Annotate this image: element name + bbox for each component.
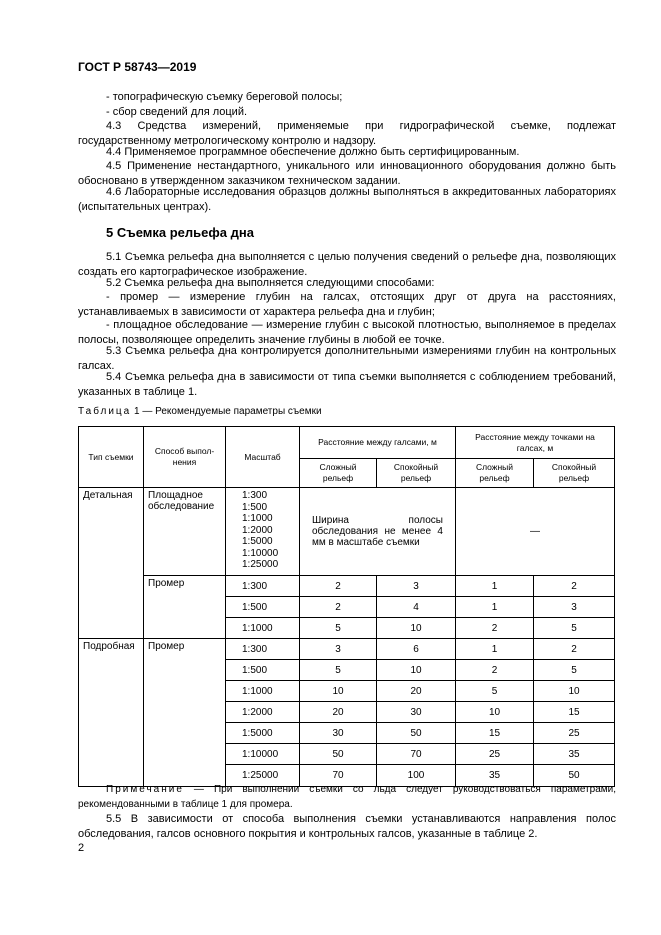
value-cell: 35: [456, 765, 534, 787]
value-cell: 10: [377, 660, 456, 681]
value-cell: 10: [300, 681, 377, 702]
paragraph-4-3: 4.3 Средства измерений, применяемые при гидрографической съемке, подлежат государственному метрологическому контролю и надзору.: [78, 120, 616, 147]
value-cell: 5: [534, 660, 615, 681]
type-cell: Подробная: [79, 639, 144, 787]
paragraph-5-3: 5.3 Съемка рельефа дна контролируется дополнительными измерениями глубин на контрольных галсах.: [78, 345, 616, 372]
paragraph-5-1: 5.1 Съемка рельефа дна выполняется с целью получения сведений о рельефе дна, позволяющих создать его картографическое изображение.: [78, 251, 616, 278]
paragraph-5-5: 5.5 В зависимости от способа выполнения съемки устанавливаются направления полос обследования, галсов основного покрытия и контрольных галсов, указанные в таблице 2.: [78, 813, 616, 840]
paragraph-5-2: 5.2 Съемка рельефа дна выполняется следующими способами:: [106, 277, 435, 289]
value-cell: 30: [377, 702, 456, 723]
scale-cell: 1:5000: [226, 723, 300, 744]
paragraph-4-6: 4.6 Лабораторные исследования образцов должны выполняться в аккредитованных лабораториях (испытательных центрах).: [78, 186, 616, 213]
header-method: Способ выпол-нения: [144, 427, 226, 488]
value-cell: 4: [377, 597, 456, 618]
value-cell: 50: [300, 744, 377, 765]
value-cell: 20: [377, 681, 456, 702]
value-cell: 10: [534, 681, 615, 702]
value-cell: 2: [456, 618, 534, 639]
parameters-table: [78, 426, 615, 787]
value-cell: 5: [300, 660, 377, 681]
document-header: ГОСТ Р 58743—2019: [78, 60, 197, 74]
value-cell: 20: [300, 702, 377, 723]
header-complex-relief: Сложный рельеф: [300, 459, 377, 488]
value-cell: 25: [534, 723, 615, 744]
value-cell: 70: [377, 744, 456, 765]
list-item: - промер — измерение глубин на галсах, отстоящих друг от друга на расстояниях, устанавливаемых в зависимости от характера рельефа дна и глубин;: [78, 291, 616, 318]
value-cell: 15: [456, 723, 534, 744]
type-cell: Детальная: [79, 488, 144, 639]
scale-cell: 1:1000: [226, 681, 300, 702]
value-cell: 2: [456, 660, 534, 681]
table-caption-text: 1 — Рекомендуемые параметры съемки: [131, 406, 322, 417]
header-calm-relief: Спокойный рельеф: [534, 459, 615, 488]
value-cell: 100: [377, 765, 456, 787]
value-cell: 5: [534, 618, 615, 639]
value-cell: 2: [300, 597, 377, 618]
method-cell: Промер: [144, 639, 226, 787]
scale-cell: 1:500: [226, 597, 300, 618]
scale-cell: 1:10000: [226, 744, 300, 765]
scale-cell: 1:300: [226, 576, 300, 597]
value-cell: 15: [534, 702, 615, 723]
value-cell: 3: [377, 576, 456, 597]
value-cell: 10: [377, 618, 456, 639]
note-text: — При выполнении съемки со льда следует руководствоваться параметрами, рекомендованными в таблице 1 для промера.: [78, 784, 616, 810]
value-cell: 1: [456, 639, 534, 660]
area-width-cell: Ширина полосы обследования не менее 4 мм в масштабе съемки: [300, 488, 456, 576]
table-note: [78, 782, 616, 812]
value-cell: 10: [456, 702, 534, 723]
value-cell: 3: [534, 597, 615, 618]
list-item: - топографическую съемку береговой полосы;: [106, 91, 343, 103]
scale-cell: 1:500: [226, 660, 300, 681]
not-applicable-cell: —: [456, 488, 615, 576]
value-cell: 1: [456, 576, 534, 597]
value-cell: 25: [456, 744, 534, 765]
header-type: Тип съемки: [79, 427, 144, 488]
value-cell: 50: [534, 765, 615, 787]
note-label: Примечание: [106, 784, 184, 795]
scale-cell: 1:2000: [226, 702, 300, 723]
value-cell: 2: [534, 639, 615, 660]
header-distance-tacks: Расстояние между галсами, м: [300, 427, 456, 459]
header-complex-relief: Сложный рельеф: [456, 459, 534, 488]
section-title: 5 Съемка рельефа дна: [106, 225, 254, 240]
value-cell: 5: [456, 681, 534, 702]
value-cell: 70: [300, 765, 377, 787]
paragraph-5-4: 5.4 Съемка рельефа дна в зависимости от типа съемки выполняется с соблюдением требований, указанных в таблице 1.: [78, 371, 616, 398]
value-cell: 35: [534, 744, 615, 765]
scale-cell: 1:1000: [226, 618, 300, 639]
value-cell: 6: [377, 639, 456, 660]
value-cell: 2: [300, 576, 377, 597]
list-item: - сбор сведений для лоций.: [106, 106, 248, 118]
table-caption: [78, 406, 322, 417]
page-number: 2: [78, 842, 85, 854]
value-cell: 2: [534, 576, 615, 597]
value-cell: 50: [377, 723, 456, 744]
header-distance-points: Расстояние между точками на галсах, м: [456, 427, 615, 459]
header-calm-relief: Спокойный рельеф: [377, 459, 456, 488]
value-cell: 1: [456, 597, 534, 618]
method-cell: Промер: [144, 576, 226, 639]
method-cell: Площадное обследование: [144, 488, 226, 576]
table-caption-label: Таблица: [78, 406, 132, 417]
scale-cell: 1:300: [226, 639, 300, 660]
scale-cell: 1:25000: [226, 765, 300, 787]
paragraph-4-4: 4.4 Применяемое программное обеспечение должно быть сертифицированным.: [106, 146, 520, 158]
value-cell: 5: [300, 618, 377, 639]
header-scale: Масштаб: [226, 427, 300, 488]
paragraph-4-5: 4.5 Применение нестандартного, уникального или инновационного оборудования должно быть обосновано в утвержденном заказчиком техническом задании.: [78, 160, 616, 187]
value-cell: 3: [300, 639, 377, 660]
list-item: - площадное обследование — измерение глубин с высокой плотностью, выполняемое в пределах полосы, позволяющее определить значение глубины в любой ее точке.: [78, 319, 616, 346]
scale-list-cell: 1:300 1:500 1:1000 1:2000 1:5000 1:10000 1:25000: [226, 488, 300, 576]
value-cell: 30: [300, 723, 377, 744]
